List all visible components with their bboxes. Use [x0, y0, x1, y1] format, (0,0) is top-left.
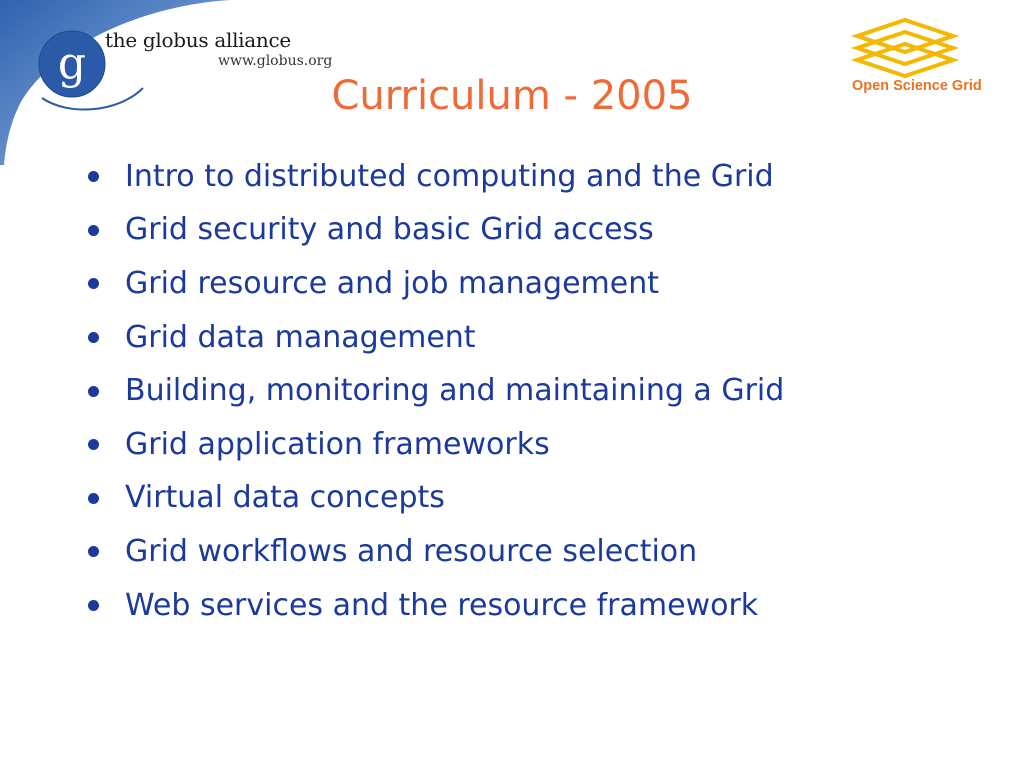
- globus-logo-url: www.globus.org: [218, 53, 333, 69]
- bullet-text: Grid security and basic Grid access: [125, 212, 654, 248]
- bullet-item: [88, 579, 784, 633]
- bullet-item: [88, 204, 784, 258]
- bullet-text: Grid application frameworks: [125, 426, 550, 462]
- bullet-dot-icon: [88, 225, 99, 236]
- globus-logo-name: the globus alliance: [105, 28, 291, 52]
- bullet-item: [88, 364, 784, 418]
- bullet-dot-icon: [88, 493, 99, 504]
- bullet-text: Web services and the resource framework: [125, 587, 759, 623]
- bullet-item: [88, 257, 784, 311]
- bullet-dot-icon: [88, 278, 99, 289]
- bullet-list: [88, 150, 784, 632]
- bullet-text: Intro to distributed computing and the Grid: [125, 158, 774, 194]
- bullet-text: Grid data management: [125, 319, 476, 355]
- bullet-text: Grid resource and job management: [125, 265, 659, 301]
- bullet-item: [88, 418, 784, 472]
- bullet-dot-icon: [88, 332, 99, 343]
- bullet-dot-icon: [88, 600, 99, 611]
- bullet-item: [88, 472, 784, 526]
- bullet-item: [88, 150, 784, 204]
- bullet-text: Virtual data concepts: [125, 480, 445, 516]
- bullet-text: Building, monitoring and maintaining a Grid: [125, 373, 785, 409]
- bullet-dot-icon: [88, 439, 99, 450]
- osg-logo-name: Open Science Grid: [852, 78, 982, 94]
- slide-title: Curriculum - 2005: [331, 73, 693, 119]
- globus-mark: g: [57, 38, 87, 89]
- bullet-item: [88, 525, 784, 579]
- bullet-item: [88, 311, 784, 365]
- bullet-dot-icon: [88, 546, 99, 557]
- bullet-dot-icon: [88, 386, 99, 397]
- bullet-dot-icon: [88, 171, 99, 182]
- bullet-text: Grid workflows and resource selection: [125, 533, 698, 569]
